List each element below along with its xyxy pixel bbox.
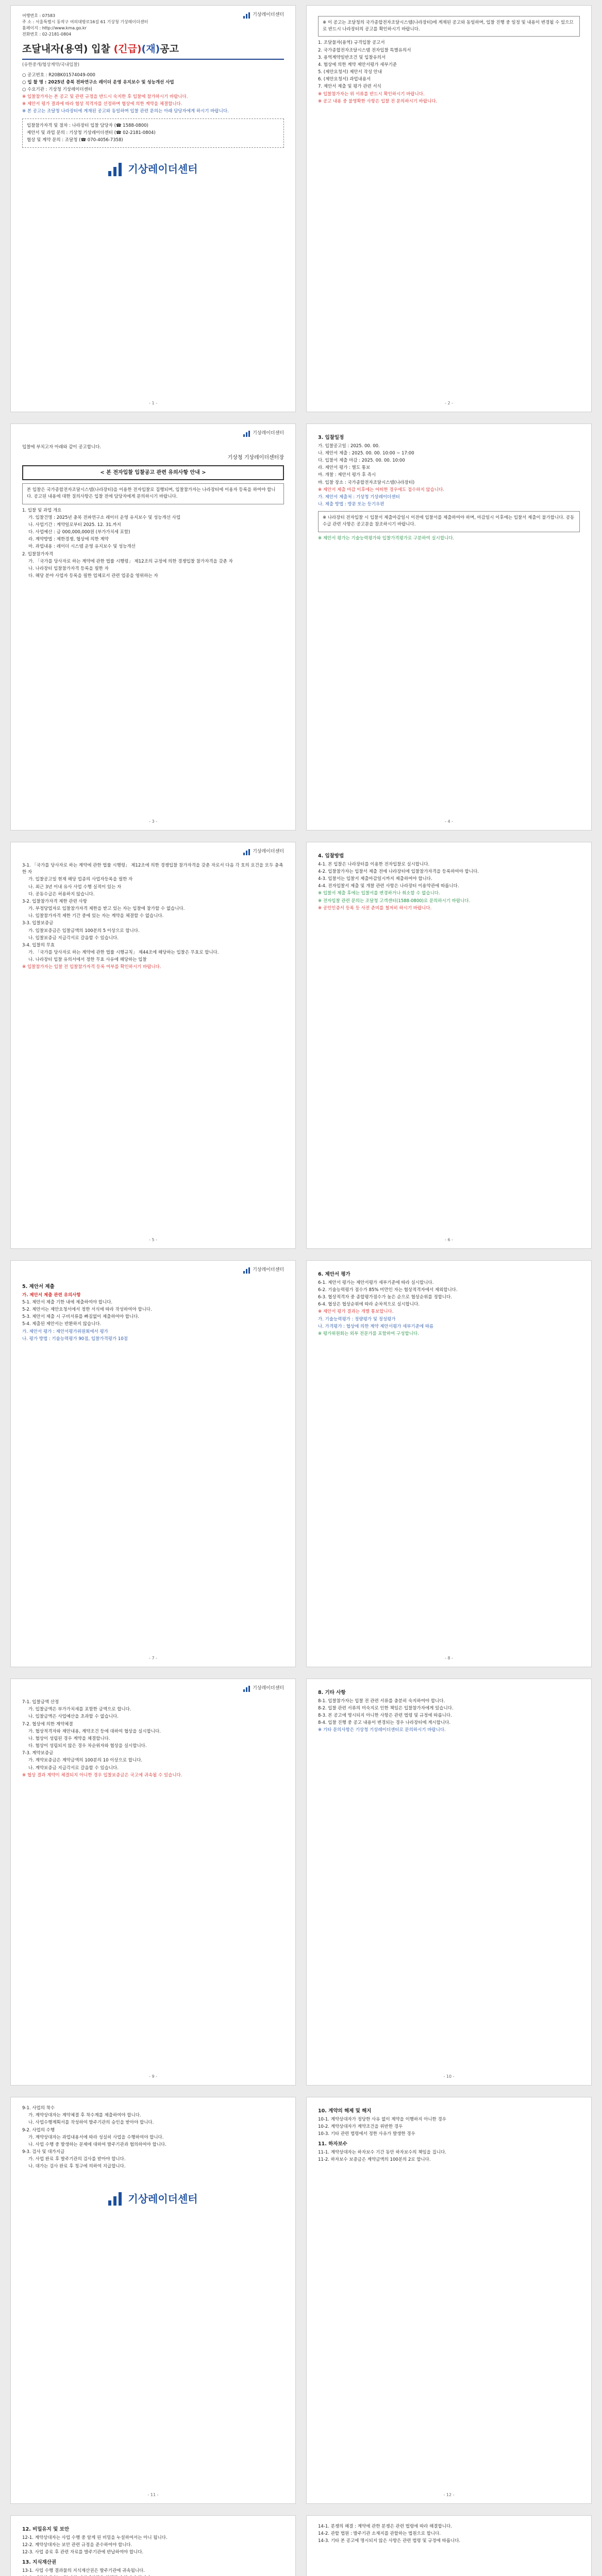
page-10: 8. 기타 사항 8-1. 입찰참가자는 입찰 전 관련 서류를 충분히 숙지하여야 합니다. 8-2. 입찰 관련 서류의 미숙지로 인한 책임은 입찰참가자에게 있습니다. 8-3. 본 공고에 명시되지 아니한 사항은 관련 법령 및 규정에 따릅니다. 8-4. 입찰 진행 중 공고 내용이 변경되는 경우 나라장터에 게시합니다. ※ 기타 문의사항은 기상청 기상레이더센터로 문의하시기 바랍니다. - 10 -	[306, 1679, 592, 2086]
center-logo: 기상레이더센터	[22, 2191, 284, 2207]
radar-logo-icon	[243, 1686, 250, 1692]
page-row-5	[10, 1679, 592, 2086]
radar-logo-icon	[243, 1267, 250, 1274]
doc-meta: 여행번호 : 07583 주 소 : 서울특별시 동작구 여의대방로16길 61 기상청 기상레이더센터 홈페이지 : http://www.kma.go.kr 전화번호 : 02-2181-0804	[22, 13, 148, 37]
header-logo: 기상레이더센터	[243, 1267, 284, 1274]
page-3: 기상레이더센터 입찰에 부치고자 아래와 같이 공고합니다. 기상청 기상레이더센터장 < 본 전자입찰 입찰공고 관련 유의사항 안내 > 본 입찰은 국가종합전자조달시스템(나라장터)을 이용한 전자입찰로 집행되며, 입찰참가자는 나라장터에 이용자 등록을 하여야 합니다. 공고된 내용에 대한 질의사항은 입찰 전에 담당자에게 문의하시기 바랍니다. 1. 입찰 및 과업 개요 가. 입찰건명 : 2025년 충북 전파연구소 레이더 운영 유지보수 및 성능개선 사업 나. 사업기간 : 계약일로부터 2025. 12. 31.까지 다. 사업예산 : 금 000,000,000원 (부가가치세 포함) 라. 계약방법 : 제한경쟁, 협상에 의한 계약 마. 과업내용 : 레이더 시스템 운영 유지보수 및 성능개선 2. 입찰참가자격 가. 「국가를 당사자로 하는 계약에 관한 법률 시행령」 제12조의 규정에 의한 경쟁입찰 참가자격을 갖춘 자 나. 나라장터 입찰참가자격 등록을 필한 자 다. 해당 분야 사업자 등록을 필한 업체로서 관련 업종을 영위하는 자 - 3 -	[10, 423, 296, 831]
issuer: 기상청 기상레이더센터장	[227, 455, 284, 461]
page-number: - 10 -	[443, 2074, 455, 2079]
header-logo: 기상레이더센터	[243, 12, 284, 19]
page-number: - 5 -	[149, 1237, 157, 1242]
center-logo: 기상레이더센터	[22, 161, 284, 177]
subtitle: (유한중개/협상계약/국내입찰)	[22, 62, 79, 68]
page-number: - 11 -	[147, 2492, 159, 2497]
page-number: - 9 -	[149, 2074, 157, 2079]
page-5: 기상레이더센터 3-1. 「국가를 당사자로 하는 계약에 관한 법률 시행령」 제12조에 의한 경쟁입찰 참가자격을 갖춘 자로서 다음 각 호의 요건을 모두 충족한 자 가. 입찰공고일 현재 해당 업종의 사업자등록을 필한 자 나. 최근 3년 이내 유사 사업 수행 실적이 있는 자 다. 공동수급은 허용하지 않습니다. 3-2. 입찰참가자격 제한 관련 사항 가. 부정당업자로 입찰참가자격 제한을 받고 있는 자는 입찰에 참가할 수 없습니다. 나. 입찰참가자격 제한 기간 중에 있는 자는 계약을 체결할 수 없습니다. 3-3. 입찰보증금 가. 입찰보증금은 입찰금액의 100분의 5 이상으로 합니다. 나. 입찰보증금 지급각서로 갈음할 수 있습니다. 3-4. 입찰의 무효 가. 「국가를 당사자로 하는 계약에 관한 법률 시행규칙」 제44조에 해당하는 입찰은 무효로 합니다. 나. 나라장터 입찰 유의서에서 정한 무효 사유에 해당하는 입찰 ※ 입찰참가자는 입찰 전 입찰참가자격 등록 여부를 확인하시기 바랍니다. - 5 -	[10, 842, 296, 1249]
page-row-2	[10, 423, 592, 831]
page-8: 6. 제안서 평가 6-1. 제안서 평가는 제안서평가 세부기준에 따라 실시합니다. 6-2. 기술능력평가 점수가 85% 미만인 자는 협상적격자에서 제외합니다. 6-3. 협상적격자 중 종합평가점수가 높은 순으로 협상순위를 정합니다. 6-4. 협상은 협상순위에 따라 순차적으로 실시합니다. ※ 제안서 평가 결과는 개별 통보합니다. 가. 기술능력평가 : 정량평가 및 정성평가 나. 가격평가 : 협상에 의한 계약 제안서평가 세부기준에 따름 ※ 평가위원회는 외부 전문가를 포함하여 구성합니다. - 8 -	[306, 1260, 592, 1667]
page-6: 4. 입찰방법 4-1. 본 입찰은 나라장터를 이용한 전자입찰로 실시합니다. 4-2. 입찰참가자는 입찰서 제출 전에 나라장터에 입찰참가자격을 등록하여야 합니다. 4-3. 입찰서는 입찰서 제출마감일시까지 제출하여야 합니다. 4-4. 전자입찰서 제출 및 개찰 관련 사항은 나라장터 이용약관에 따릅니다. ※ 입찰서 제출 후에는 입찰서를 변경하거나 취소할 수 없습니다. ※ 전자입찰 관련 문의는 조달청 고객센터(1588-0800)로 문의하시기 바랍니다. ※ 공인인증서 등록 등 사전 준비를 철저히 하시기 바랍니다. - 6 -	[306, 842, 592, 1249]
notice-box: ※ 나라장터 전자입찰 시 입찰서 제출마감일시 이전에 입찰서를 제출하여야 하며, 마감일시 이후에는 입찰서 제출이 불가합니다. 공동수급 관련 사항은 공고문을 참조하시기 바랍니다.	[318, 511, 580, 532]
radar-logo-icon	[108, 163, 124, 176]
page-row-6	[10, 2097, 592, 2504]
header-logo: 기상레이더센터	[243, 430, 284, 437]
contact-box: 입찰참가자격 및 절차 : 나라장터 입찰 담당자 (☎ 1588-0800) 제안서 및 과업 문의 : 기상청 기상레이더센터 (☎ 02-2181-0804) 협상 및 계약 문의 : 조달청 (☎ 070-4056-7358)	[22, 118, 284, 148]
page-13: 12. 비밀유지 및 보안 12-1. 계약상대자는 사업 수행 중 알게 된 비밀을 누설하여서는 아니 됩니다. 12-2. 계약상대자는 보안 관련 규정을 준수하여야 합니다. 12-3. 사업 종료 후 관련 자료를 발주기관에 반납하여야 합니다. 13. 지식재산권 13-1. 사업 수행 결과물의 지식재산권은 발주기관에 귀속됩니다.	[10, 2515, 296, 2576]
page-number: - 1 -	[149, 400, 157, 405]
page-number: - 6 -	[445, 1237, 453, 1242]
page-2: ※ 이 공고는 조달청의 국가종합전자조달시스템(나라장터)에 게재된 공고와 동일하며, 입찰 진행 중 일정 및 내용이 변경될 수 있으므로 반드시 나라장터의 공고를 확인하시기 바랍니다. 1. 조달물자(용역) 규격입찰 공고서 2. 국가종합전자조달시스템 전자입찰 특별유의서 3. 용역계약일반조건 및 입찰유의서 4. 협상에 의한 계약 제안서평가 세부기준 5. (제안요청서) 제안서 작성 안내 6. (제안요청서) 과업내용서 7. 제안서 제출 및 평가 관련 서식 ※ 입찰참가자는 위 서류를 반드시 확인하시기 바랍니다. ※ 공고 내용 중 불명확한 사항은 입찰 전 문의하시기 바랍니다. - 2 -	[306, 5, 592, 412]
radar-logo-icon	[243, 12, 250, 19]
page-number: - 12 -	[443, 2492, 455, 2497]
page-4: 3. 입찰일정 가. 입찰공고일 : 2025. 00. 00. 나. 제안서 제출 : 2025. 00. 00. 10:00 ~ 17:00 다. 입찰서 제출 마감 : 2025. 00. 00. 10:00 라. 제안서 평가 : 별도 통보 마. 개찰 : 제안서 평가 후 즉시 바. 입찰 장소 : 국가종합전자조달시스템(나라장터) ※ 제안서 제출 마감 이후에는 어떠한 경우에도 접수하지 않습니다. 가. 제안서 제출처 : 기상청 기상레이더센터 나. 제출 방법 : 방문 또는 등기우편 ※ 나라장터 전자입찰 시 입찰서 제출마감일시 이전에 입찰서를 제출하여야 하며, 마감일시 이후에는 입찰서 제출이 불가합니다. 공동수급 관련 사항은 공고문을 참조하시기 바랍니다. ※ 제안서 평가는 기술능력평가와 입찰가격평가로 구분하여 실시합니다. - 4 -	[306, 423, 592, 831]
page-row-1	[10, 5, 592, 412]
page-row-7	[10, 2515, 592, 2576]
radar-logo-icon	[243, 849, 250, 855]
page-12: 10. 계약의 해제 및 해지 10-1. 계약상대자가 정당한 사유 없이 계약을 이행하지 아니한 경우 10-2. 계약상대자가 계약조건을 위반한 경우 10-3. 기타 관련 법령에서 정한 사유가 발생한 경우 11. 하자보수 11-1. 계약상대자는 하자보수 기간 동안 하자보수의 책임을 집니다. 11-2. 하자보수 보증금은 계약금액의 100분의 2로 합니다. - 12 -	[306, 2097, 592, 2504]
notice-title: < 본 전자입찰 입찰공고 관련 유의사항 안내 >	[22, 465, 284, 481]
page-number: - 4 -	[445, 819, 453, 824]
notice-box: 본 입찰은 국가종합전자조달시스템(나라장터)을 이용한 전자입찰로 집행되며, 입찰참가자는 나라장터에 이용자 등록을 하여야 합니다. 공고된 내용에 대한 질의사항은 입찰 전에 담당자에게 문의하시기 바랍니다.	[22, 483, 284, 504]
page-11: 9-1. 사업의 착수 가. 계약상대자는 계약체결 후 착수계를 제출하여야 합니다. 나. 사업수행계획서를 작성하여 발주기관의 승인을 받아야 합니다. 9-2. 사업의 수행 가. 계약상대자는 과업내용서에 따라 성실히 사업을 수행하여야 합니다. 나. 사업 수행 중 발생하는 문제에 대하여 발주기관과 협의하여야 합니다. 9-3. 검사 및 대가지급 가. 사업 완료 후 발주기관의 검사를 받아야 합니다. 나. 대가는 검사 완료 후 청구에 의하여 지급합니다. 기상레이더센터 - 11 -	[10, 2097, 296, 2504]
page-number: - 3 -	[149, 819, 157, 824]
notice-box: ※ 이 공고는 조달청의 국가종합전자조달시스템(나라장터)에 게재된 공고와 동일하며, 입찰 진행 중 일정 및 내용이 변경될 수 있으므로 반드시 나라장터의 공고를 확인하시기 바랍니다.	[318, 16, 580, 37]
header-logo: 기상레이더센터	[243, 1685, 284, 1692]
page-number: - 2 -	[445, 400, 453, 405]
header-logo: 기상레이더센터	[243, 849, 284, 856]
page-14: 14-1. 분쟁의 해결 : 계약에 관한 분쟁은 관련 법령에 따라 해결합니다. 14-2. 관할 법원 : 발주기관 소재지를 관할하는 법원으로 합니다. 14-3. 기타 본 공고에 명시되지 않은 사항은 관련 법령 및 규정에 따릅니다.	[306, 2515, 592, 2576]
radar-logo-icon	[108, 2192, 124, 2206]
page-number: - 7 -	[149, 1655, 157, 1660]
radar-logo-icon	[243, 431, 250, 437]
page-row-4	[10, 1260, 592, 1667]
page-row-3	[10, 842, 592, 1249]
page-9: 기상레이더센터 7-1. 입찰금액 산정 가. 입찰금액은 부가가치세를 포함한 금액으로 합니다. 나. 입찰금액은 사업예산을 초과할 수 없습니다. 7-2. 협상에 의한 계약체결 가. 협상적격자와 제안내용, 계약조건 등에 대하여 협상을 실시합니다. 나. 협상이 성립된 경우 계약을 체결합니다. 다. 협상이 성립되지 않은 경우 차순위자와 협상을 실시합니다. 7-3. 계약보증금 가. 계약보증금은 계약금액의 100분의 10 이상으로 합니다. 나. 계약보증금 지급각서로 갈음할 수 있습니다. ※ 협상 결과 계약이 체결되지 아니한 경우 입찰보증금은 국고에 귀속될 수 있습니다. - 9 -	[10, 1679, 296, 2086]
page-1: 기상레이더센터 여행번호 : 07583 주 소 : 서울특별시 동작구 여의대방로16길 61 기상청 기상레이더센터 홈페이지 : http://www.kma.go.kr 전화번호 : 02-2181-0804 조달내자(용역) 입찰 (긴급)(재)공고 (유한중개/협상계약/국내입찰) ○ 공고번호 : R20BK01574049-000 ○ 입 찰 명 : 2025년 충북 전파연구소 레이더 운영 유지보수 및 성능개선 사업 ○ 수요기관 : 기상청 기상레이더센터 ※ 입찰참가자는 본 공고 및 관련 규정을 반드시 숙지한 후 입찰에 참가하시기 바랍니다. ※ 제안서 평가 결과에 따라 협상 적격자를 선정하며 협상에 의한 계약을 체결합니다. ※ 본 공고는 조달청 나라장터에 게재된 공고와 동일하며 입찰 관련 문의는 아래 담당자에게 하시기 바랍니다. 입찰참가자격 및 절차 : 나라장터 입찰 담당자 (☎ 1588-0800) 제안서 및 과업 문의 : 기상청 기상레이더센터 (☎ 02-2181-0804) 협상 및 계약 문의 : 조달청 (☎ 070-4056-7358) 기상레이더센터 - 1 -	[10, 5, 296, 412]
page-7: 기상레이더센터 5. 제안서 제출 가. 제안서 제출 관련 유의사항 5-1. 제안서 제출 기한 내에 제출하여야 합니다. 5-2. 제안서는 제안요청서에서 정한 서식에 따라 작성하여야 합니다. 5-3. 제안서 제출 시 구비서류를 빠짐없이 제출하여야 합니다. 5-4. 제출된 제안서는 반환하지 않습니다. 가. 제안서 평가 : 제안서평가위원회에서 평가 나. 평가 방법 : 기술능력평가 90점, 입찰가격평가 10점 - 7 -	[10, 1260, 296, 1667]
page-number: - 8 -	[445, 1655, 453, 1660]
page-title: 조달내자(용역) 입찰 (긴급)(재)공고	[22, 42, 284, 60]
